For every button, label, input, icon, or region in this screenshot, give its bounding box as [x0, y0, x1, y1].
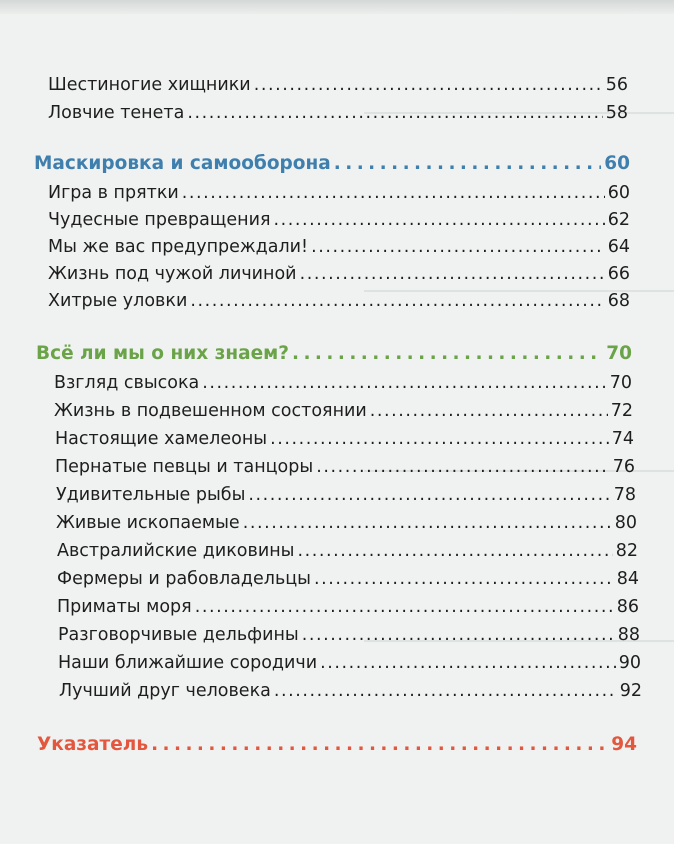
toc-entry[interactable] — [54, 397, 633, 425]
toc-entry-title: Наши ближайшие сородичи — [58, 653, 318, 673]
toc-entry-title: Игра в прятки — [48, 183, 179, 203]
toc-section-page: 94 — [611, 734, 637, 755]
toc-entry[interactable] — [55, 453, 635, 481]
toc-entry-page: 80 — [614, 513, 637, 533]
toc-entry-title: Мы же вас предупреждали! — [48, 237, 309, 257]
toc-entry-page: 64 — [607, 237, 630, 257]
toc-entry-title: Жизнь в подвешенном состоянии — [54, 401, 367, 421]
toc-entry[interactable] — [56, 481, 636, 509]
toc-entry-page: 78 — [613, 485, 636, 505]
dot-leader — [195, 593, 614, 621]
toc-entry-title: Хитрые уловки — [48, 291, 188, 311]
toc-entry[interactable] — [58, 649, 641, 677]
toc-entry[interactable] — [56, 509, 637, 537]
toc-entry-page: 82 — [615, 541, 638, 561]
toc-entry[interactable] — [48, 206, 630, 234]
toc-entry-page: 72 — [610, 401, 633, 421]
toc-entry-title: Австралийские диковины — [57, 541, 295, 561]
toc-entry[interactable] — [54, 369, 632, 397]
toc-entry-title: Фермеры и рабовладельцы — [57, 569, 311, 589]
toc-entry[interactable] — [58, 621, 640, 649]
toc-entry[interactable] — [48, 260, 630, 288]
toc-entry-page: 62 — [607, 210, 630, 230]
toc-entry[interactable] — [48, 233, 630, 261]
dot-leader — [370, 397, 608, 425]
dot-leader — [187, 99, 602, 127]
toc-entry-title: Настоящие хамелеоны — [55, 429, 268, 449]
toc-entry-title: Удивительные рыбы — [56, 485, 246, 505]
toc-section-title: Всё ли мы о них знаем? — [36, 343, 289, 364]
toc-section-page: 70 — [606, 343, 632, 364]
toc-entry-title: Чудесные превращения — [48, 210, 271, 230]
toc-entry-page: 76 — [612, 457, 635, 477]
dot-leader — [151, 730, 608, 760]
toc-entry-title: Жизнь под чужой личиной — [48, 264, 297, 284]
toc-entry[interactable] — [48, 71, 628, 99]
toc-entry[interactable] — [57, 593, 639, 621]
toc-entry-page: 58 — [605, 103, 628, 123]
dot-leader — [254, 71, 603, 99]
toc-entry-page: 90 — [618, 653, 641, 673]
toc-entry[interactable] — [48, 179, 630, 207]
page-top-edge — [0, 0, 674, 14]
toc-entry[interactable] — [57, 565, 639, 593]
dot-leader — [311, 233, 605, 261]
toc-entry[interactable] — [55, 425, 634, 453]
dot-leader — [270, 425, 609, 453]
toc-entry-title: Взгляд свысока — [54, 373, 200, 393]
dot-leader — [182, 179, 605, 207]
toc-entry-title: Приматы моря — [57, 597, 192, 617]
toc-entry-page: 56 — [605, 75, 628, 95]
toc-entry-page: 66 — [607, 264, 630, 284]
toc-entry-page: 60 — [607, 183, 630, 203]
toc-section-title: Указатель — [37, 734, 149, 755]
dot-leader — [334, 149, 601, 179]
toc-entry-title: Живые ископаемые — [56, 513, 240, 533]
toc-entry-title: Ловчие тенета — [48, 103, 185, 123]
toc-entry-page: 84 — [616, 569, 639, 589]
toc-entry-page: 86 — [616, 597, 639, 617]
toc-entry-title: Лучший друг человека — [59, 681, 271, 701]
toc-section-title: Маскировка и самооборона — [34, 153, 331, 174]
dot-leader — [297, 537, 612, 565]
dot-leader — [273, 206, 604, 234]
toc-entry[interactable] — [59, 677, 642, 705]
dot-leader — [243, 509, 612, 537]
dot-leader — [202, 369, 606, 397]
toc-entry-page: 74 — [611, 429, 634, 449]
toc-entry-title: Шестиногие хищники — [48, 75, 251, 95]
toc-entry[interactable] — [48, 287, 630, 315]
dot-leader — [274, 677, 617, 705]
toc-entry-page: 70 — [609, 373, 632, 393]
dot-leader — [320, 649, 616, 677]
dot-leader — [292, 339, 603, 369]
toc-entry-page: 88 — [617, 625, 640, 645]
toc-entry[interactable] — [48, 99, 628, 127]
toc-entry-page: 92 — [619, 681, 642, 701]
dot-leader — [314, 565, 614, 593]
dot-leader — [302, 621, 615, 649]
toc-entry-title: Пернатые певцы и танцоры — [55, 457, 314, 477]
toc-entry-title: Разговорчивые дельфины — [58, 625, 299, 645]
toc-section-camouflage[interactable] — [34, 149, 630, 179]
toc-section-what-we-know[interactable] — [36, 339, 632, 369]
toc-section-index[interactable] — [37, 730, 637, 760]
toc-entry-page: 68 — [607, 291, 630, 311]
dot-leader — [316, 453, 610, 481]
toc-entry[interactable] — [57, 537, 638, 565]
dot-leader — [300, 260, 605, 288]
dot-leader — [248, 481, 610, 509]
dot-leader — [190, 287, 604, 315]
toc-section-page: 60 — [604, 153, 630, 174]
